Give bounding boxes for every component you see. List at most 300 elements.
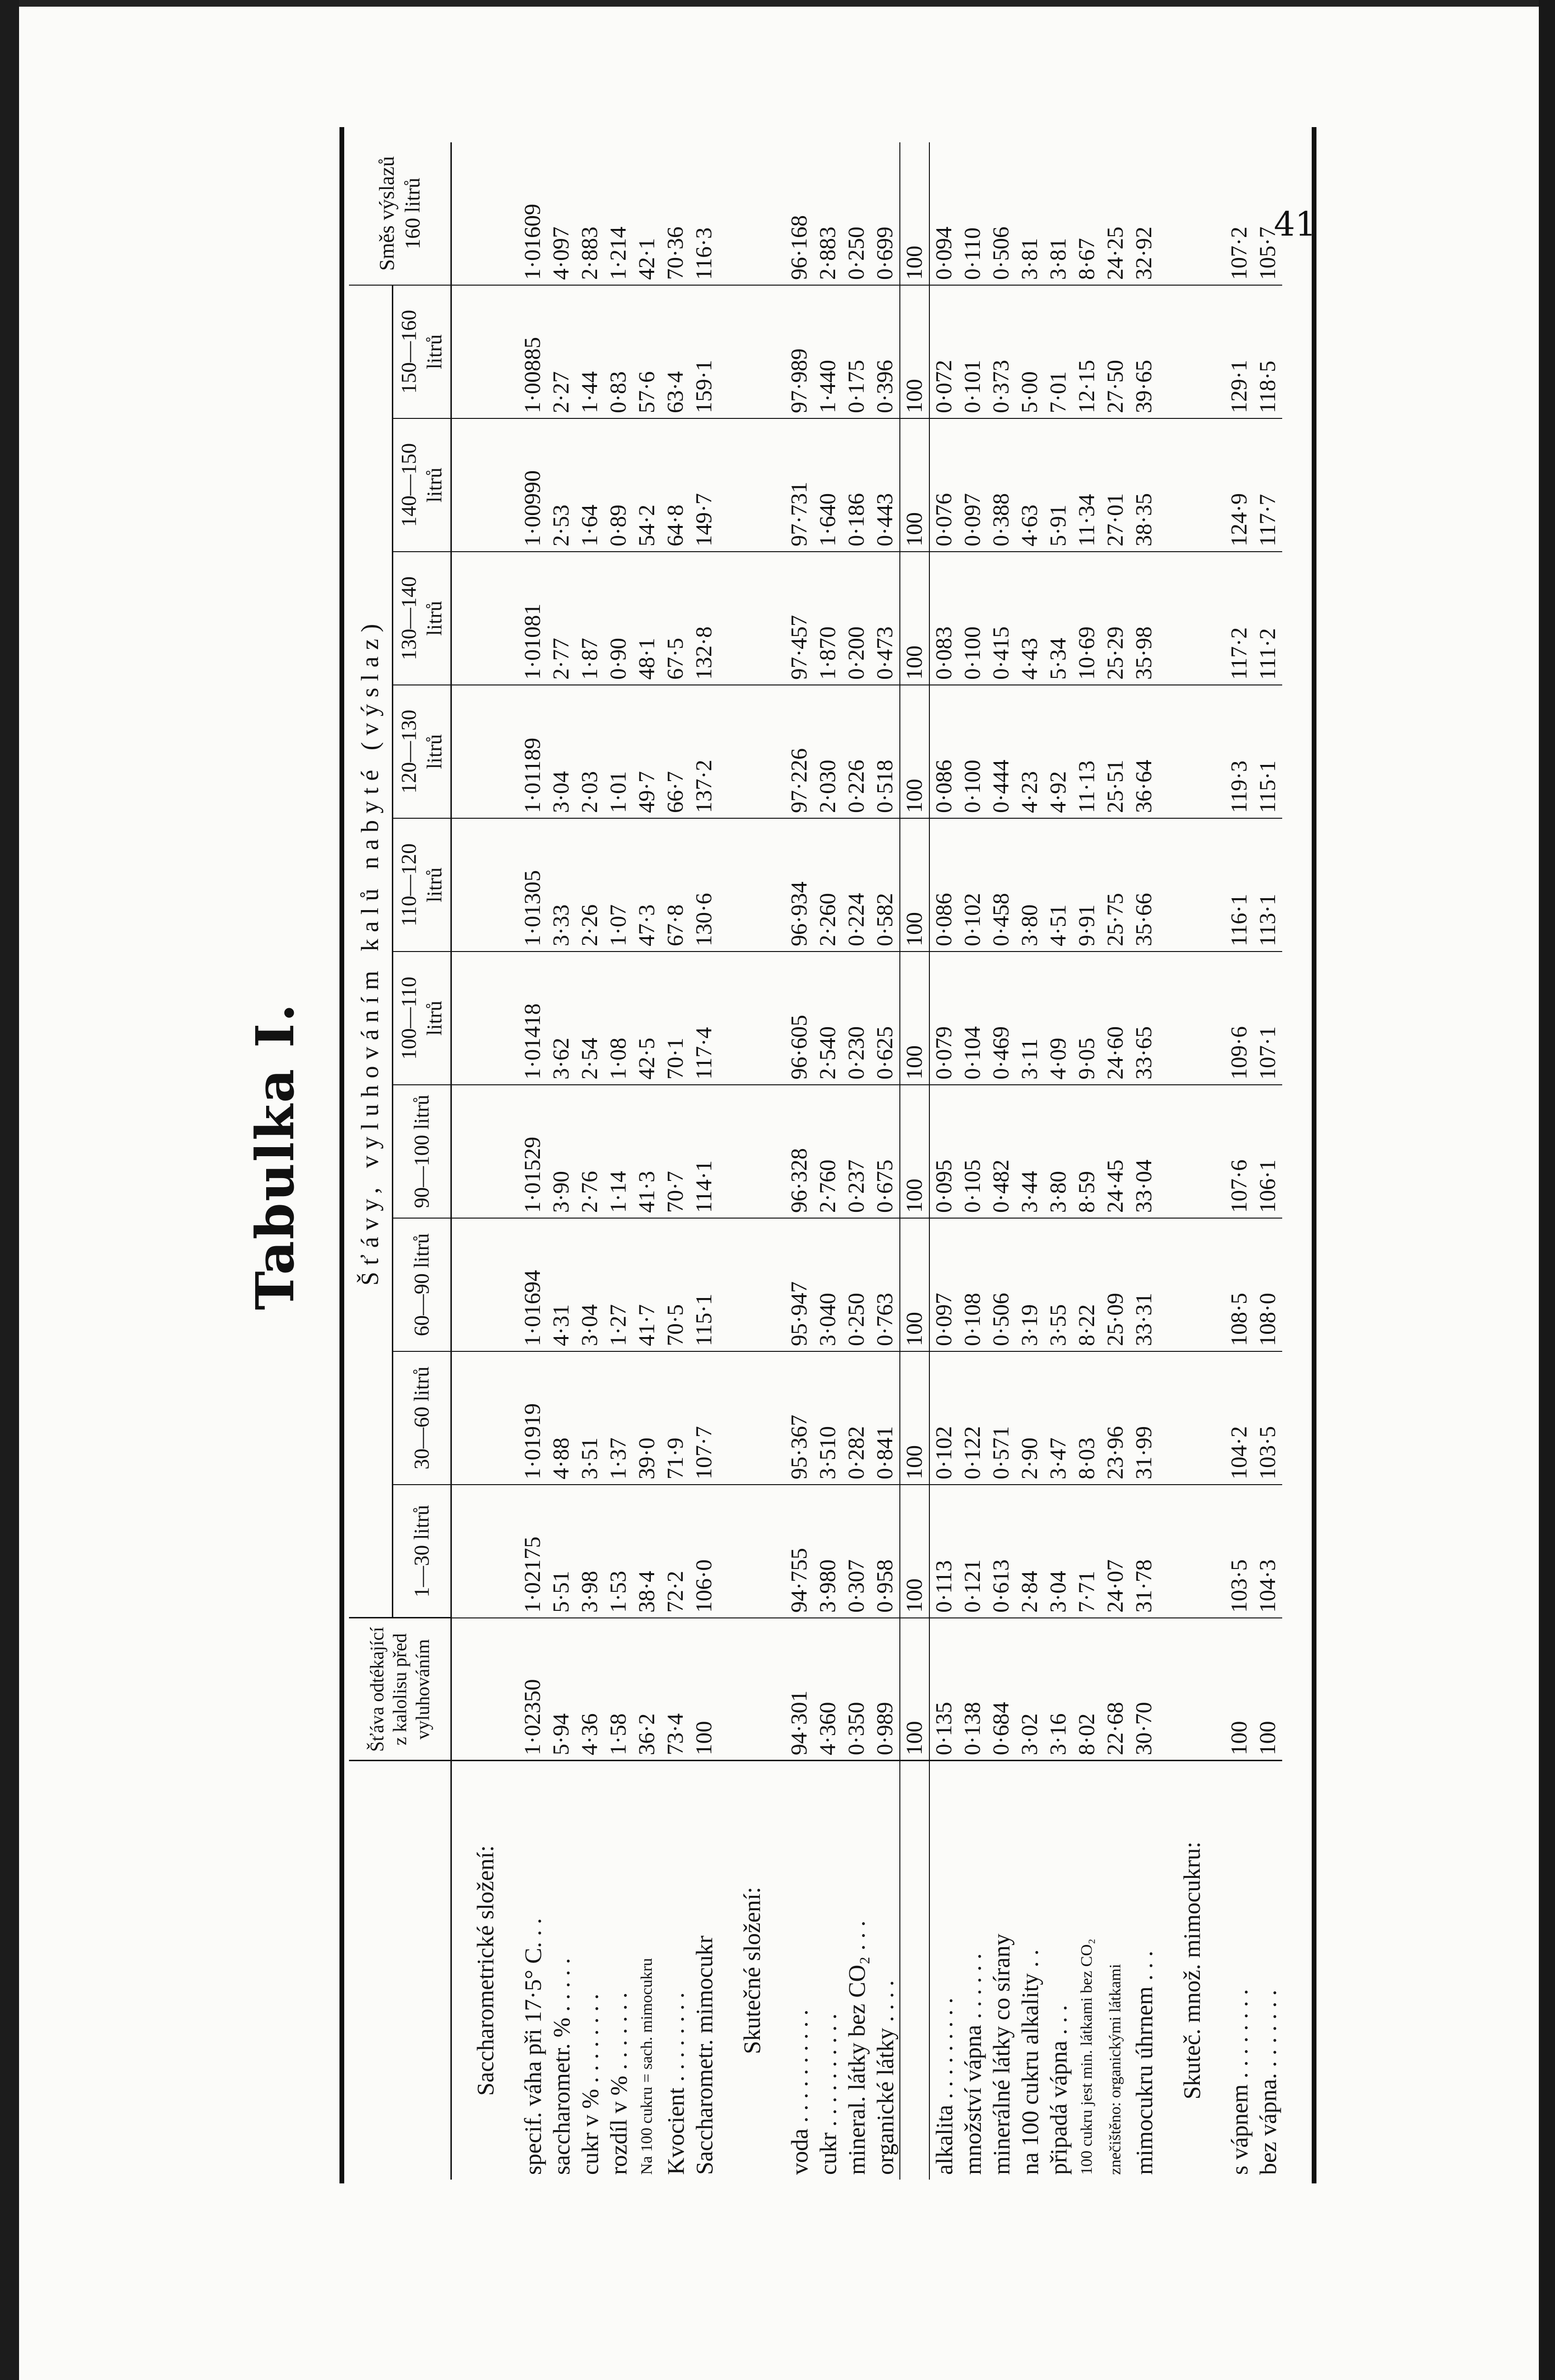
table-cell: 97·226 [785, 685, 814, 818]
row-label: Kvocient . . . . . . . . [661, 1761, 690, 2180]
table-cell: 0·135 [929, 1618, 958, 1761]
table-cell: 0·086 [929, 818, 958, 952]
empty-cell [1158, 142, 1225, 285]
table-cell: 116·1 [1225, 818, 1254, 952]
table-row [1044, 142, 1073, 2180]
header-range-2: 30—60 litrů [393, 1351, 451, 1485]
table-cell: 1·64 [576, 418, 604, 552]
table-cell: 2·84 [1016, 1485, 1044, 1618]
table-cell: 0·250 [842, 1218, 871, 1351]
table-cell: 72·2 [661, 1485, 690, 1618]
table-cell: 4·09 [1044, 952, 1073, 1085]
table-cell: 27·01 [1101, 418, 1130, 552]
table-cell: 100 [900, 1618, 929, 1761]
empty-cell [718, 1085, 785, 1218]
table-cell: 0·89 [604, 418, 633, 552]
table-cell: 0·102 [929, 1351, 958, 1485]
table-row [547, 142, 576, 2180]
empty-cell [1158, 1218, 1225, 1351]
table-row [661, 142, 690, 2180]
table-cell: 0·989 [871, 1618, 900, 1761]
table-cell: 2·03 [576, 685, 604, 818]
table-cell: 100 [900, 685, 929, 818]
table-cell: 3·04 [547, 685, 576, 818]
table-cell: 0·226 [842, 685, 871, 818]
table-cell: 0·458 [987, 818, 1016, 952]
empty-cell [451, 685, 519, 818]
table-cell: 108·5 [1225, 1218, 1254, 1351]
table-cell: 4·43 [1016, 552, 1044, 685]
table-cell: 0·763 [871, 1218, 900, 1351]
table-cell: 0·388 [987, 418, 1016, 552]
table-cell: 106·0 [690, 1485, 718, 1618]
table-cell: 0·105 [958, 1085, 987, 1218]
table-cell: 39·0 [633, 1351, 661, 1485]
table-cell: 42·1 [634, 238, 659, 280]
table-cell: 0·113 [929, 1485, 958, 1618]
table-cell: 118·5 [1254, 285, 1282, 418]
table-cell: 3·02 [1016, 1618, 1044, 1761]
table-cell: 100 [900, 818, 929, 952]
table-cell: 30·70 [1130, 1618, 1158, 1761]
table-cell: 107·7 [690, 1351, 718, 1485]
empty-cell [718, 685, 785, 818]
empty-cell [1158, 285, 1225, 418]
empty-cell [718, 818, 785, 952]
table-cell: 0·102 [958, 818, 987, 952]
table-cell: 23·96 [1101, 1351, 1130, 1485]
empty-cell [718, 142, 785, 285]
table-cell: 3·16 [1044, 1618, 1073, 1761]
empty-cell [451, 1618, 519, 1761]
table-cell: 3·55 [1044, 1218, 1073, 1351]
empty-cell [1158, 418, 1225, 552]
table-cell: 1·87 [576, 552, 604, 685]
table-cell: 117·4 [690, 952, 718, 1085]
table-cell: 3·980 [814, 1485, 842, 1618]
table-cell: 1·01609 [520, 204, 545, 280]
table-cell: 31·78 [1130, 1485, 1158, 1618]
scan-edge-left [0, 0, 19, 2380]
table-cell: 0·076 [929, 418, 958, 552]
table-cell: 4·92 [1044, 685, 1073, 818]
table-cell: 54·2 [633, 418, 661, 552]
table-cell: 0·224 [842, 818, 871, 952]
table-row [929, 142, 958, 2180]
header-group: Šťávy, vyluhováním kalů nabyté (výslaz) [349, 285, 393, 1618]
row-label: minerálné látky co sírany [987, 1761, 1016, 2180]
table-cell: 109·6 [1225, 952, 1254, 1085]
table-cell: 35·98 [1130, 552, 1158, 685]
table-cell: 3·04 [576, 1218, 604, 1351]
empty-cell [718, 952, 785, 1085]
table-cell: 0·482 [987, 1085, 1016, 1218]
table-cell: 8·02 [1073, 1618, 1101, 1761]
table-cell: 64·8 [661, 418, 690, 552]
scan-edge-right [1539, 0, 1555, 2380]
table-cell: 25·29 [1101, 552, 1130, 685]
header-range-6: 110—120 litrů [393, 818, 451, 952]
table-cell: 0·415 [987, 552, 1016, 685]
empty-cell [451, 418, 519, 552]
table-row [633, 142, 661, 2180]
table-cell: 105·7 [1255, 227, 1280, 280]
table-cell: 2·760 [814, 1085, 842, 1218]
table-cell: 3·040 [814, 1218, 842, 1351]
table-cell: 0·122 [958, 1351, 987, 1485]
empty-cell [718, 1618, 785, 1761]
table-cell: 5·34 [1044, 552, 1073, 685]
row-label: mineral. látky bez CO₂ . . . [842, 1761, 871, 2180]
table-cell: 70·7 [661, 1085, 690, 1218]
row-label: s vápnem . . . . . . . . [1225, 1761, 1254, 2180]
table-cell: 0·396 [871, 285, 900, 418]
row-label: voda . . . . . . . . . . [785, 1761, 814, 2180]
row-label: saccharometr. % . . . . . [547, 1761, 576, 2180]
table-cell: 0·90 [604, 552, 633, 685]
table-cell: 0·230 [842, 952, 871, 1085]
table-cell: 73·4 [661, 1618, 690, 1761]
empty-cell [451, 1085, 519, 1218]
table-cell: 100 [900, 418, 929, 552]
table-cell: 32·92 [1131, 227, 1156, 280]
table-row [900, 142, 929, 2180]
table-cell: 1·01919 [518, 1351, 547, 1485]
table-cell: 1·01529 [518, 1085, 547, 1218]
table-cell: 5·91 [1044, 418, 1073, 552]
table-cell: 2·77 [547, 552, 576, 685]
table-cell: 3·80 [1016, 818, 1044, 952]
table-cell: 1·37 [604, 1351, 633, 1485]
table-cell: 0·095 [929, 1085, 958, 1218]
table-cell: 0·282 [842, 1351, 871, 1485]
table-cell: 9·05 [1073, 952, 1101, 1085]
table-cell: 1·44 [576, 285, 604, 418]
table-cell: 2·90 [1016, 1351, 1044, 1485]
table-cell: 107·6 [1225, 1085, 1254, 1218]
header-range-7: 120—130 litrů [393, 685, 451, 818]
table-cell: 1·02175 [518, 1485, 547, 1618]
empty-cell [451, 1218, 519, 1351]
table-cell: 3·11 [1016, 952, 1044, 1085]
table-cell: 38·35 [1130, 418, 1158, 552]
header-range-1: 1—30 litrů [393, 1485, 451, 1618]
row-label: mimocukru úhrnem . . . [1130, 1761, 1158, 2180]
empty-cell [1158, 552, 1225, 685]
table-cell: 3·19 [1016, 1218, 1044, 1351]
table-cell: 0·200 [842, 552, 871, 685]
table-cell: 5·51 [547, 1485, 576, 1618]
table-cell: 95·367 [785, 1351, 814, 1485]
table-cell: 0·100 [958, 685, 987, 818]
table-cell: 33·65 [1130, 952, 1158, 1085]
row-label: alkalita . . . . . . . . . [929, 1761, 958, 2180]
table-row [1016, 142, 1044, 2180]
empty-cell [1158, 1618, 1225, 1761]
empty-cell [451, 952, 519, 1085]
table-cell: 94·301 [785, 1618, 814, 1761]
table-cell: 3·81 [1017, 238, 1042, 280]
table-cell: 0·101 [958, 285, 987, 418]
table-cell: 96·605 [785, 952, 814, 1085]
row-label: 100 cukru jest min. látkami bez CO₂ [1073, 1761, 1101, 2180]
table-row [1073, 142, 1101, 2180]
table-cell: 100 [900, 552, 929, 685]
table-cell: 100 [690, 1618, 718, 1761]
table-cell: 103·5 [1254, 1351, 1282, 1485]
table-cell: 1·07 [604, 818, 633, 952]
data-table [349, 142, 1282, 2180]
table-cell: 1·14 [604, 1085, 633, 1218]
section-actual: Skutečné složení: [718, 1761, 785, 2180]
table-cell: 4·51 [1044, 818, 1073, 952]
table-cell: 115·1 [1254, 685, 1282, 818]
table-cell: 24·45 [1101, 1085, 1130, 1218]
table-row [1254, 142, 1282, 2180]
table-row [576, 142, 604, 2180]
table-cell: 24·25 [1103, 227, 1128, 280]
table-cell: 0·108 [958, 1218, 987, 1351]
table-cell: 4·63 [1016, 418, 1044, 552]
table-cell: 67·8 [661, 818, 690, 952]
table-cell: 0·094 [929, 142, 958, 285]
table-cell: 5·94 [547, 1618, 576, 1761]
table-cell: 3·04 [1044, 1485, 1073, 1618]
table-cell: 4·31 [547, 1218, 576, 1351]
empty-cell [718, 285, 785, 418]
table-cell: 1·01305 [518, 818, 547, 952]
table-cell: 0·841 [871, 1351, 900, 1485]
table-cell: 0·175 [842, 285, 871, 418]
table-cell: 27·50 [1101, 285, 1130, 418]
table-cell: 100 [900, 1085, 929, 1218]
table-cell: 117·2 [1225, 552, 1254, 685]
table-cell: 0·121 [958, 1485, 987, 1618]
table-cell: 100 [1254, 1618, 1282, 1761]
table-cell: 25·51 [1101, 685, 1130, 818]
table-cell: 3·51 [576, 1351, 604, 1485]
table-cell: 3·98 [576, 1485, 604, 1618]
table-cell: 0·444 [987, 685, 1016, 818]
table-cell: 7·71 [1073, 1485, 1101, 1618]
table-cell: 39·65 [1130, 285, 1158, 418]
table-cell: 0·613 [987, 1485, 1016, 1618]
table-cell: 31·99 [1130, 1351, 1158, 1485]
empty-cell [451, 1485, 519, 1618]
row-label: množství vápna . . . . . . [958, 1761, 987, 2180]
table-cell: 149·7 [690, 418, 718, 552]
row-label: Na 100 cukru = sach. mimocukru [633, 1761, 661, 2180]
row-label: organické látky . . . . [871, 1761, 900, 2180]
table-row [785, 142, 814, 2180]
table-cell: 106·1 [1254, 1085, 1282, 1218]
table-cell: 124·9 [1225, 418, 1254, 552]
table-cell: 1·58 [604, 1618, 633, 1761]
table-cell: 0·250 [844, 227, 869, 280]
table-cell: 129·1 [1225, 285, 1254, 418]
table-cell: 0·469 [987, 952, 1016, 1085]
table-cell: 0·582 [871, 818, 900, 952]
table-cell: 70·1 [661, 952, 690, 1085]
table-cell: 2·53 [547, 418, 576, 552]
table-cell: 0·097 [929, 1218, 958, 1351]
empty-cell [718, 1351, 785, 1485]
table-cell: 2·883 [577, 227, 602, 280]
table-cell: 22·68 [1101, 1618, 1130, 1761]
table-cell: 3·510 [814, 1351, 842, 1485]
table-cell: 1·27 [604, 1218, 633, 1351]
rotated-table-block [230, 133, 1325, 2180]
table-cell: 41·7 [633, 1218, 661, 1351]
table-cell: 2·260 [814, 818, 842, 952]
table-cell: 104·3 [1254, 1485, 1282, 1618]
table-cell: 0·186 [842, 418, 871, 552]
table-cell: 159·1 [690, 285, 718, 418]
empty-cell [718, 1485, 785, 1618]
table-cell: 132·8 [690, 552, 718, 685]
empty-cell [451, 142, 519, 285]
header-range-5: 100—110 litrů [393, 952, 451, 1085]
table-cell: 1·01081 [518, 552, 547, 685]
table-cell: 7·01 [1044, 285, 1073, 418]
section-saccharometric: Saccharometrické složení: [451, 1761, 519, 2180]
table-cell: 0·83 [604, 285, 633, 418]
table-cell: 0·307 [842, 1485, 871, 1618]
table-cell: 97·989 [785, 285, 814, 418]
header-row-label [349, 1761, 451, 2180]
table-cell: 3·33 [547, 818, 576, 952]
table-cell: 48·1 [633, 552, 661, 685]
table-cell: 100 [900, 952, 929, 1085]
header-range-4: 90—100 litrů [393, 1085, 451, 1218]
header-range-3: 60—90 litrů [393, 1218, 451, 1351]
row-label: znečištěno: organickými látkami [1101, 1761, 1130, 2180]
row-label: Saccharometr. mimocukr [690, 1761, 718, 2180]
table-cell: 38·4 [633, 1485, 661, 1618]
row-label: na 100 cukru alkality . . [1016, 1761, 1044, 2180]
table-cell: 97·731 [785, 418, 814, 552]
table-cell: 117·7 [1254, 418, 1282, 552]
table-cell: 0·237 [842, 1085, 871, 1218]
row-label: cukr . . . . . . . . . . [814, 1761, 842, 2180]
table-cell: 0·699 [872, 227, 897, 280]
table-cell: 0·675 [871, 1085, 900, 1218]
table-cell: 49·7 [633, 685, 661, 818]
table-cell: 104·2 [1225, 1351, 1254, 1485]
table-cell: 0·100 [958, 552, 987, 685]
table-row [690, 142, 718, 2180]
table-cell: 36·2 [633, 1618, 661, 1761]
table-cell: 100 [900, 1485, 929, 1618]
table-cell: 100 [900, 1218, 929, 1351]
table-cell: 0·373 [987, 285, 1016, 418]
table-cell: 111·2 [1254, 552, 1282, 685]
table-cell: 0·104 [958, 952, 987, 1085]
empty-cell [451, 1351, 519, 1485]
table-cell: 0·473 [871, 552, 900, 685]
table-caption: Tabulka I. [244, 1002, 306, 1310]
table-row [958, 142, 987, 2180]
empty-cell [1158, 685, 1225, 818]
empty-cell [1158, 952, 1225, 1085]
table-row [987, 142, 1016, 2180]
table-cell: 95·947 [785, 1218, 814, 1351]
header-range-9: 140—150 litrů [393, 418, 451, 552]
table-cell: 3·62 [547, 952, 576, 1085]
table-cell: 0·506 [987, 1218, 1016, 1351]
table-cell: 71·9 [661, 1351, 690, 1485]
table-cell: 4·36 [576, 1618, 604, 1761]
table-cell: 33·31 [1130, 1218, 1158, 1351]
table-cell: 5·00 [1016, 285, 1044, 418]
table-cell: 0·958 [871, 1485, 900, 1618]
table-cell: 1·214 [606, 227, 631, 280]
empty-cell [451, 285, 519, 418]
table-cell: 2·883 [815, 227, 840, 280]
header-range-10: 150—160 litrů [393, 285, 451, 418]
scan-edge-top [0, 0, 1555, 7]
table-row [814, 142, 842, 2180]
table-row [1101, 142, 1130, 2180]
table-cell: 0·625 [871, 952, 900, 1085]
table-cell: 33·04 [1130, 1085, 1158, 1218]
table-cell: 70·36 [663, 227, 688, 280]
table-cell: 2·540 [814, 952, 842, 1085]
table-cell: 0·138 [958, 1618, 987, 1761]
table-cell: 1·440 [814, 285, 842, 418]
table-cell: 2·27 [547, 285, 576, 418]
table-cell: 108·0 [1254, 1218, 1282, 1351]
table-cell: 100 [1225, 1618, 1254, 1761]
section-actual-amount: Skuteč. množ. mimocukru: [1158, 1761, 1225, 2180]
table-cell: 4·097 [548, 227, 574, 280]
table-cell: 0·350 [842, 1618, 871, 1761]
table-cell: 47·3 [633, 818, 661, 952]
table-cell: 1·01 [604, 685, 633, 818]
table-cell: 115·1 [690, 1218, 718, 1351]
table-cell: 137·2 [690, 685, 718, 818]
table-cell: 36·64 [1130, 685, 1158, 818]
table-cell: 107·2 [1226, 227, 1252, 280]
empty-cell [451, 818, 519, 952]
table-cell: 0·072 [929, 285, 958, 418]
table-cell: 130·6 [690, 818, 718, 952]
table-cell: 107·1 [1254, 952, 1282, 1085]
table-cell: 3·81 [1046, 238, 1071, 280]
row-label: připadá vápna . . . [1044, 1761, 1073, 2180]
table-cell: 2·54 [576, 952, 604, 1085]
table-cell: 11·34 [1073, 418, 1101, 552]
table-row [842, 142, 871, 2180]
table-row [1225, 142, 1254, 2180]
table-cell: 8·67 [1074, 238, 1099, 280]
empty-cell [451, 552, 519, 685]
row-label: rozdíl v % . . . . . . . [604, 1761, 633, 2180]
page-number: 41 [1274, 205, 1316, 244]
table-cell: 1·640 [814, 418, 842, 552]
table-cell: 96·934 [785, 818, 814, 952]
table-cell: 0·110 [960, 227, 985, 280]
table-cell: 96·168 [787, 215, 812, 280]
empty-cell [718, 418, 785, 552]
table-row [871, 142, 900, 2180]
table-cell: 0·086 [929, 685, 958, 818]
table-cell: 1·870 [814, 552, 842, 685]
table-cell: 1·01694 [518, 1218, 547, 1351]
table-cell: 10·69 [1073, 552, 1101, 685]
table-cell: 3·44 [1016, 1085, 1044, 1218]
table-row [518, 142, 547, 2180]
